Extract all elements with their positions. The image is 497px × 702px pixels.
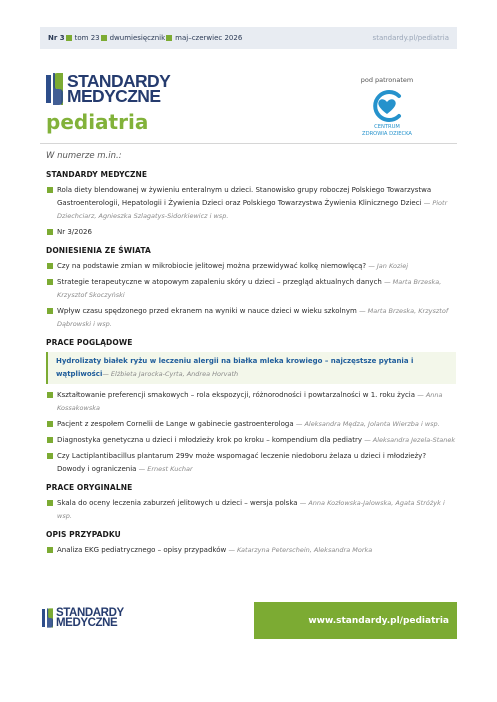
logo-wordmark — [67, 71, 171, 106]
article-authors: — Katarzyna Peterschein, Aleksandra Morka — [228, 546, 373, 554]
article-title: Czy na podstawie zmian w mikrobiocie jelitowej można przewidywać kolkę niemowlęcą? — [57, 262, 367, 270]
article-authors: — Anna Kossakowska — [57, 391, 443, 412]
list-item — [46, 389, 456, 415]
patron-name-line-1: CENTRUM — [374, 124, 400, 130]
article-title: Nr 3/2026 — [57, 228, 92, 236]
footer-logo-line-2: MEDYCZNE — [56, 617, 118, 629]
journal-title: pediatria — [46, 110, 149, 134]
article-authors: — Jan Koziej — [368, 262, 408, 270]
issue-meta — [48, 34, 242, 42]
section-title: OPIS PRZYPADKU — [46, 530, 121, 539]
logo-line-1: STANDARDY — [67, 71, 171, 91]
article-title: Analiza EKG pediatrycznego – opisy przypadków — [57, 546, 227, 554]
issue-frequency: dwumiesięcznik — [109, 34, 166, 42]
patronage-label: pod patronatem — [360, 76, 414, 84]
bullet-square-icon — [166, 35, 172, 41]
section-title: STANDARDY MEDYCZNE — [46, 170, 148, 179]
list-item — [46, 434, 456, 447]
article-authors: — Anna Kozłowska-Jalowska, Agata Stróżyk i wsp. — [57, 499, 445, 520]
article-title: Strategie terapeutyczne w atopowym zapaleniu skóry u dzieci – przegląd aktualnych danych — [57, 278, 382, 286]
header-divider — [40, 143, 457, 144]
article-authors: — Piotr Dziechciarz, Agnieszka Szlagatys-Sidorkiewicz i wsp. — [57, 199, 448, 220]
bullet-square-icon — [101, 35, 107, 41]
patronage-block — [352, 76, 422, 138]
article-title: Wpływ czasu spędzonego przed ekranem na wyniki w nauce dzieci w wieku szkolnym — [57, 307, 357, 315]
article-title: Czy Lactiplantibacillus plantarum 299v może wspomagać leczenie niedoboru żelaza u dzieci i młodzieży? Dowody i ograniczenia — [57, 452, 427, 473]
footer-url-banner[interactable] — [254, 602, 457, 639]
article-authors: — Ernest Kuchar — [138, 465, 193, 473]
issue-period: maj–czerwiec 2026 — [175, 34, 243, 42]
logo-s-shape-icon — [47, 608, 53, 628]
list-item — [46, 305, 456, 331]
list-item — [46, 226, 456, 239]
list-item — [46, 276, 456, 302]
bullet-square-icon — [66, 35, 72, 41]
list-item — [46, 544, 456, 557]
contents-intro: W numerze m.in.: — [46, 151, 122, 161]
logo-mark-icon — [42, 608, 53, 628]
standardy-medyczne-logo — [46, 73, 170, 105]
article-title: Pacjent z zespołem Cornelii de Lange w gabinecie gastroenterologa — [57, 420, 294, 428]
issue-volume: tom 23 — [74, 34, 100, 42]
patron-name-line-2: ZDROWIA DZIECKA — [362, 131, 412, 137]
featured-article — [46, 352, 456, 384]
list-item — [46, 497, 456, 523]
list-item — [46, 184, 456, 223]
featured-article-title: Hydrolizaty białek ryżu w leczeniu alergii na białka mleka krowiego – najczęstsze pytania i wątpliwości — [56, 357, 414, 378]
featured-article-authors: — Elżbieta Jarocka-Cyrta, Andrea Horvath — [102, 370, 239, 378]
table-of-contents — [46, 150, 456, 560]
article-authors: — Aleksandra Jezela-Stanek — [364, 436, 456, 444]
issue-info-bar — [40, 27, 457, 49]
section-title: PRACE ORYGINALNE — [46, 483, 133, 492]
footer-logo-line-1: STANDARDY — [56, 607, 124, 619]
footer-logo-wordmark — [56, 608, 124, 628]
logo-s-shape-icon — [53, 73, 63, 105]
article-title: Skala do oceny leczenia zaburzeń jelitowych u dzieci – wersja polska — [57, 499, 298, 507]
logo-line-2: MEDYCZNE — [67, 86, 161, 106]
issue-number: Nr 3 — [48, 34, 65, 42]
article-authors: — Marta Brzeska, Krzysztof Dąbrowski i wsp. — [57, 307, 449, 328]
article-title: Diagnostyka genetyczna u dzieci i młodzieży krok po kroku – kompendium dla pediatry — [57, 436, 362, 444]
article-authors: — Marta Brzeska, Krzysztof Skoczyński — [57, 278, 442, 299]
list-item — [46, 418, 456, 431]
article-title: Kształtowanie preferencji smakowych – rola ekspozycji, różnorodności i powtarzalności w 1. roku życia — [57, 391, 416, 399]
section-title: DONIESIENIA ZE ŚWIATA — [46, 246, 151, 255]
footer-url-link[interactable]: www.standardy.pl/pediatria — [308, 615, 449, 626]
list-item — [46, 260, 456, 273]
section-title: PRACE POGLĄDOWE — [46, 338, 133, 347]
footer-logo — [42, 608, 124, 628]
article-title: Rola diety blendowanej w żywieniu enteralnym u dzieci. Stanowisko grupy roboczej Polskiego Towarzystwa Gastroenterologii, Hepatologii i Żywienia Dzieci oraz Polskiego Towarzystwa Żywienia Klinicznego Dzieci — [57, 186, 432, 207]
centrum-zdrowia-dziecka-logo-icon — [369, 90, 405, 122]
header-url-link[interactable]: standardy.pl/pediatria — [372, 34, 449, 42]
logo-mark-icon — [46, 73, 63, 105]
article-authors: — Aleksandra Mędza, Jolanta Wierzba i wsp. — [295, 420, 440, 428]
list-item — [46, 450, 456, 476]
